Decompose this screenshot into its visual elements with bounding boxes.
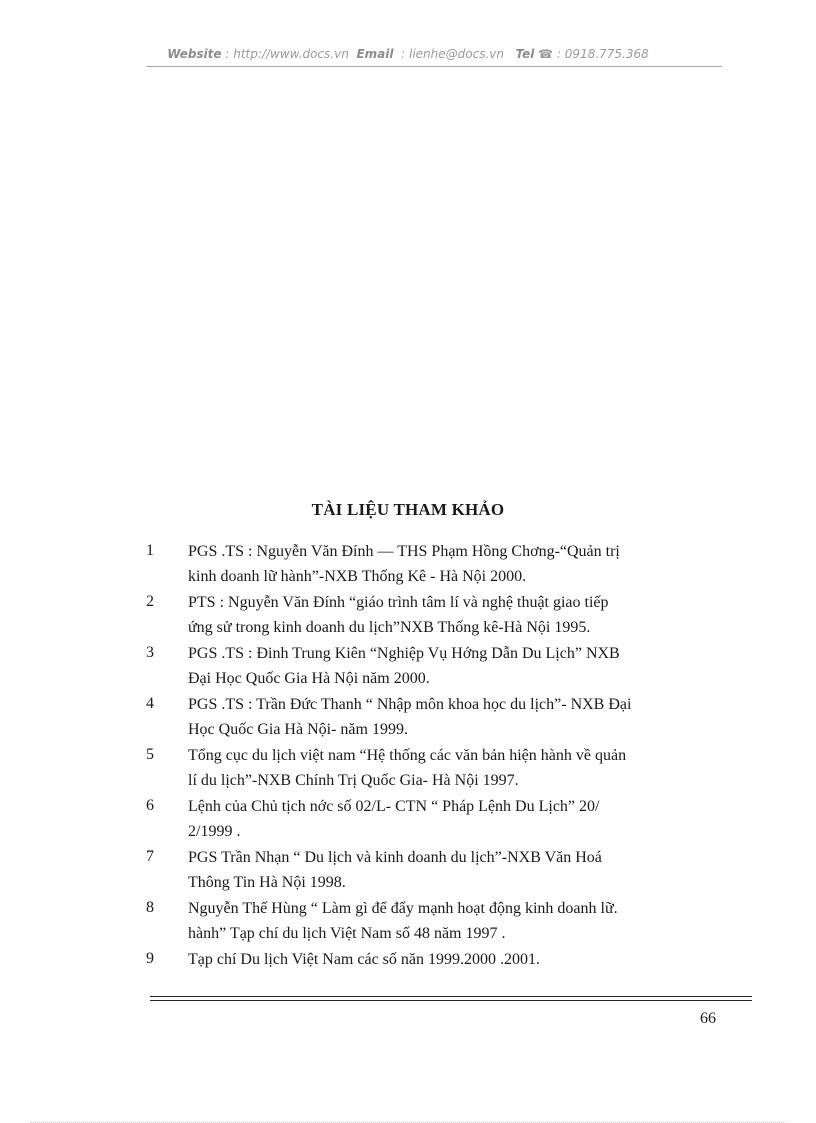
- footer-divider: [150, 996, 752, 997]
- reference-text: Lệnh của Chủ tịch nớc số 02/L- CTN “ Pháp Lệnh Du Lịch” 20/ 2/1999 .: [188, 798, 600, 840]
- website-label: Website: [167, 47, 222, 61]
- reference-text: PGS .TS : Nguyễn Văn Đính — THS Phạm Hồng Chơng-“Quản trị kinh doanh lữ hành”-NXB Thống Kê - Hà Nội 2000.: [188, 543, 620, 585]
- page-header: [0, 47, 816, 61]
- reference-text: PTS : Nguyễn Văn Đính “giáo trình tâm lí và nghệ thuật giao tiếp ứng sử trong kinh doanh du lịch”NXB Thống kê-Hà Nội 1995.: [188, 594, 609, 636]
- reference-item: [0, 539, 816, 590]
- reference-number: 7: [146, 848, 154, 865]
- reference-number: 9: [146, 950, 154, 967]
- phone-icon: ☎: [538, 47, 554, 61]
- email-label: Email: [356, 47, 394, 61]
- reference-number: 5: [146, 746, 154, 763]
- reference-item: [0, 641, 816, 692]
- reference-item: [0, 692, 816, 743]
- page-title: TÀI LIỆU THAM KHẢO: [311, 500, 505, 519]
- tel-number: : 0918.775.368: [556, 47, 649, 61]
- reference-number: 2: [146, 593, 154, 610]
- email-address: : lienhe@docs.vn: [401, 47, 504, 61]
- reference-number: 6: [146, 797, 154, 814]
- tel-label: Tel: [515, 47, 535, 61]
- page-number: 66: [700, 1010, 716, 1027]
- reference-number: 3: [146, 644, 154, 661]
- reference-text: PGS .TS : Trần Đức Thanh “ Nhập môn khoa học du lịch”- NXB Đại Học Quốc Gia Hà Nội- năm 1999.: [188, 696, 632, 738]
- reference-item: [0, 845, 816, 896]
- header-divider: [146, 66, 722, 67]
- reference-number: 1: [146, 542, 154, 559]
- reference-item: [0, 896, 816, 947]
- reference-item: [0, 794, 816, 845]
- reference-number: 4: [146, 695, 154, 712]
- reference-list: [0, 539, 816, 998]
- website-url: : http://www.docs.vn: [225, 47, 349, 61]
- reference-item: [0, 590, 816, 641]
- reference-item: [0, 947, 816, 998]
- reference-item: [0, 743, 816, 794]
- reference-number: 8: [146, 899, 154, 916]
- reference-text: PGS Trần Nhạn “ Du lịch và kinh doanh du lịch”-NXB Văn Hoá Thông Tin Hà Nội 1998.: [188, 849, 602, 891]
- reference-text: PGS .TS : Đinh Trung Kiên “Nghiệp Vụ Hớng Dẫn Du Lịch” NXB Đại Học Quốc Gia Hà Nội năm 2000.: [188, 645, 620, 687]
- footer-divider: [150, 1000, 752, 1001]
- reference-text: Nguyễn Thế Hùng “ Làm gì để đẩy mạnh hoạt động kinh doanh lữ. hành” Tạp chí du lịch Việt Nam số 48 năm 1997 .: [188, 900, 618, 942]
- reference-text: Tổng cục du lịch việt nam “Hệ thống các văn bản hiện hành về quản lí du lịch”-NXB Chính Trị Quốc Gia- Hà Nội 1997.: [188, 747, 627, 789]
- reference-text: Tạp chí Du lịch Việt Nam các số năn 1999.2000 .2001.: [188, 951, 540, 968]
